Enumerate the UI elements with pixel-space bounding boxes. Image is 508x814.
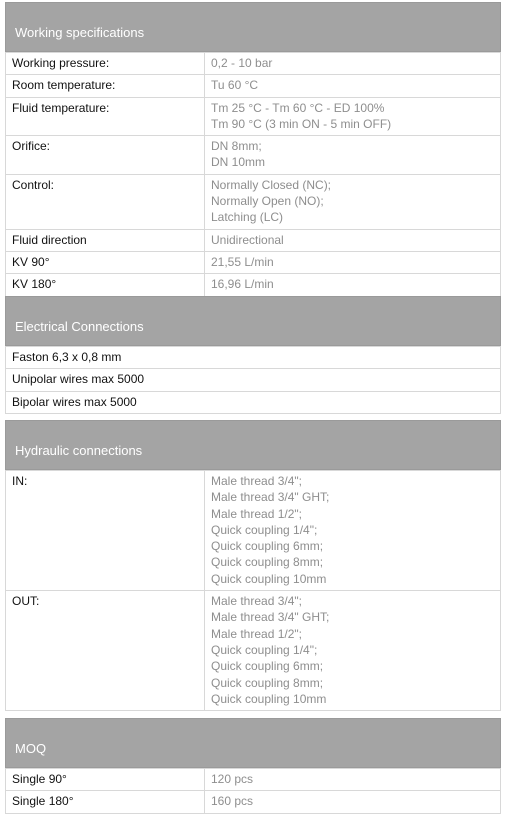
table-row	[6, 53, 501, 75]
value-line: Male thread 1/2";	[211, 626, 302, 641]
row-label: Working pressure:	[6, 53, 205, 75]
value-line: Male thread 3/4";	[211, 474, 302, 488]
row-label: Bipolar wires max 5000	[6, 391, 501, 413]
moq-section	[5, 718, 501, 814]
row-value	[205, 53, 501, 75]
value-line: Male thread 3/4" GHT;	[211, 490, 330, 505]
electrical-connections-table	[5, 346, 501, 414]
table-row	[6, 75, 501, 97]
row-label: Orifice:	[6, 136, 205, 175]
row-value	[205, 229, 501, 251]
row-label: Faston 6,3 x 0,8 mm	[6, 347, 501, 369]
value-line: Tu 60 °C	[211, 78, 259, 93]
table-row	[6, 229, 501, 251]
table-row	[6, 97, 501, 136]
value-line: Tm 25 °C - Tm 60 °C - ED 100%	[211, 100, 385, 115]
value-line: Quick coupling 1/4";	[211, 522, 318, 537]
table-row	[6, 136, 501, 175]
row-label: Room temperature:	[6, 75, 205, 97]
table-row	[6, 174, 501, 229]
value-line: 0,2 - 10 bar	[211, 56, 273, 70]
value-line: Normally Open (NO);	[211, 194, 324, 209]
table-row	[6, 251, 501, 273]
working-specifications-section	[5, 2, 501, 297]
value-line: DN 10mm	[211, 155, 266, 170]
moq-table	[5, 768, 501, 814]
table-row	[6, 591, 501, 711]
section-title: Electrical Connections	[5, 296, 501, 346]
value-line: 21,55 L/min	[211, 254, 274, 269]
value-line: Unidirectional	[211, 232, 284, 247]
row-value	[205, 136, 501, 175]
row-value	[205, 791, 501, 813]
row-label: IN:	[6, 471, 205, 591]
row-label: Single 180°	[6, 791, 205, 813]
value-line: Male thread 3/4" GHT;	[211, 610, 330, 625]
value-line: Quick coupling 10mm	[211, 571, 327, 586]
section-title: Working specifications	[5, 2, 501, 52]
row-label: KV 90°	[6, 251, 205, 273]
value-line: Quick coupling 8mm;	[211, 555, 324, 570]
row-label: Fluid temperature:	[6, 97, 205, 136]
row-value	[205, 471, 501, 591]
value-line: Quick coupling 6mm;	[211, 539, 324, 554]
row-value	[205, 97, 501, 136]
row-label: OUT:	[6, 591, 205, 711]
row-value	[205, 75, 501, 97]
row-label: KV 180°	[6, 274, 205, 296]
table-row	[6, 391, 501, 413]
electrical-connections-section	[5, 296, 501, 414]
working-specifications-table	[5, 52, 501, 297]
value-line: Quick coupling 8mm;	[211, 675, 324, 690]
table-row	[6, 471, 501, 591]
row-value	[205, 769, 501, 791]
table-row	[6, 347, 501, 369]
row-label: Single 90°	[6, 769, 205, 791]
table-row	[6, 274, 501, 296]
table-row	[6, 369, 501, 391]
hydraulic-connections-table	[5, 470, 501, 711]
row-value	[205, 274, 501, 296]
value-line: 16,96 L/min	[211, 277, 274, 292]
value-line: Quick coupling 10mm	[211, 691, 327, 706]
table-row	[6, 791, 501, 813]
row-label: Unipolar wires max 5000	[6, 369, 501, 391]
section-title: MOQ	[5, 718, 501, 768]
hydraulic-connections-section	[5, 420, 501, 711]
row-value	[205, 174, 501, 229]
value-line: Latching (LC)	[211, 210, 284, 225]
row-value	[205, 591, 501, 711]
row-label: Control:	[6, 174, 205, 229]
table-row	[6, 769, 501, 791]
value-line: Male thread 1/2";	[211, 506, 302, 521]
row-value	[205, 251, 501, 273]
row-label: Fluid direction	[6, 229, 205, 251]
value-line: Quick coupling 6mm;	[211, 659, 324, 674]
value-line: 160 pcs	[211, 794, 254, 809]
section-title: Hydraulic connections	[5, 420, 501, 470]
value-line: 120 pcs	[211, 772, 254, 786]
value-line: Tm 90 °C (3 min ON - 5 min OFF)	[211, 116, 392, 131]
value-line: Normally Closed (NC);	[211, 177, 332, 192]
value-line: DN 8mm;	[211, 139, 262, 154]
value-line: Quick coupling 1/4";	[211, 642, 318, 657]
value-line: Male thread 3/4";	[211, 594, 302, 609]
